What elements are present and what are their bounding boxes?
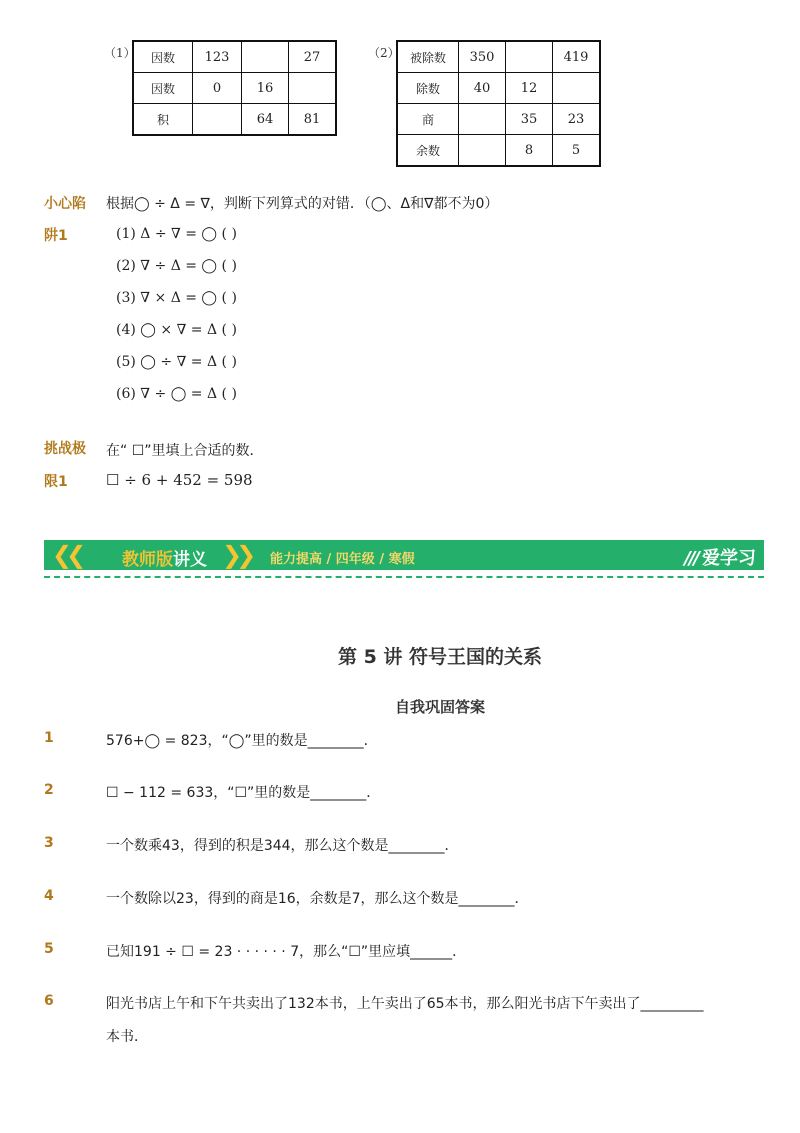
question-text: 576+◯ = 823，“◯”里的数是________． (106, 733, 378, 749)
table1 (132, 40, 337, 136)
table2-cell: 8 (506, 135, 553, 167)
question-text-continued: 本书． (106, 1029, 148, 1045)
challenge-intro: 在“ ☐”里填上合适的数． (106, 443, 264, 459)
table1-cell (289, 73, 337, 104)
table1-cell: 积 (133, 104, 193, 136)
table2-cell: 350 (459, 41, 506, 73)
lecture-title: 第 5 讲 符号王国的关系 (337, 646, 543, 668)
question-number: 4 (44, 888, 54, 904)
table2-cell: 12 (506, 73, 553, 104)
trap-item: (3) ∇ × Δ = ◯ ( ) (116, 290, 237, 306)
table1-cell (193, 104, 242, 136)
lecture-subtitle: 自我巩固答案 (394, 698, 485, 716)
challenge-tag-line2: 限1 (44, 474, 68, 490)
table2-cell: 5 (553, 135, 601, 167)
table1-cell: 123 (193, 41, 242, 73)
chevron-right-icon: ❯❯ (222, 541, 251, 569)
trap-item: (1) Δ ÷ ∇ = ◯ ( ) (116, 226, 237, 242)
question-number: 3 (44, 835, 54, 851)
question-number: 5 (44, 941, 54, 957)
trap-tag-line2: 阱1 (44, 228, 68, 244)
table2-cell: 23 (553, 104, 601, 135)
table1-label: （1） (104, 46, 136, 60)
lecture-banner (44, 540, 764, 570)
question-number: 2 (44, 782, 54, 798)
banner-divider (44, 576, 764, 578)
trap-item: (2) ∇ ÷ Δ = ◯ ( ) (116, 258, 237, 274)
table1-cell: 81 (289, 104, 337, 136)
table2-cell: 被除数 (397, 41, 459, 73)
table2-label: （2） (368, 46, 400, 60)
challenge-tag-line1: 挑战极 (44, 441, 86, 457)
table2-cell: 35 (506, 104, 553, 135)
table2-cell: 余数 (397, 135, 459, 167)
table2-cell: 419 (553, 41, 601, 73)
table2-cell (506, 41, 553, 73)
table2-cell (459, 104, 506, 135)
table1-cell: 64 (242, 104, 289, 136)
table2 (396, 40, 601, 167)
brand-logo: /// 爱学习 (684, 548, 756, 569)
logo-icon: /// (684, 548, 698, 569)
trap-tag-line1: 小心陷 (44, 196, 86, 212)
table2-cell: 商 (397, 104, 459, 135)
question-text: 一个数除以23，得到的商是16，余数是7，那么这个数是________． (106, 891, 529, 907)
question-text: ☐ − 112 = 633，“☐”里的数是________． (106, 785, 381, 801)
table2-cell: 除数 (397, 73, 459, 104)
trap-item: (6) ∇ ÷ ◯ = Δ ( ) (116, 386, 237, 402)
table2-cell: 40 (459, 73, 506, 104)
banner-subtitle: 能力提高 / 四年级 / 寒假 (270, 552, 415, 567)
table1-cell: 16 (242, 73, 289, 104)
table1-cell: 因数 (133, 41, 193, 73)
table2-cell (459, 135, 506, 167)
question-number: 1 (44, 730, 54, 746)
table1-cell: 27 (289, 41, 337, 73)
table1-cell (242, 41, 289, 73)
chevron-left-icon: ❮❮ (52, 541, 81, 569)
question-number: 6 (44, 993, 54, 1009)
trap-item: (4) ◯ × ∇ = Δ ( ) (116, 322, 237, 338)
trap-intro: 根据◯ ÷ Δ = ∇，判断下列算式的对错．（◯、Δ和∇都不为0） (106, 196, 499, 212)
challenge-equation: ☐ ÷ 6 + 452 = 598 (106, 471, 253, 489)
table1-cell: 因数 (133, 73, 193, 104)
question-text: 一个数乘43，得到的积是344，那么这个数是________． (106, 838, 459, 854)
question-text: 阳光书店上午和下午共卖出了132本书，上午卖出了65本书，那么阳光书店下午卖出了_________ (106, 996, 704, 1012)
question-text: 已知191 ÷ ☐ = 23 · · · · · · 7，那么“☐”里应填______． (106, 944, 467, 960)
trap-item: (5) ◯ ÷ ∇ = Δ ( ) (116, 354, 237, 370)
table2-cell (553, 73, 601, 104)
banner-title: 教师版讲义 (122, 550, 207, 570)
table1-cell: 0 (193, 73, 242, 104)
